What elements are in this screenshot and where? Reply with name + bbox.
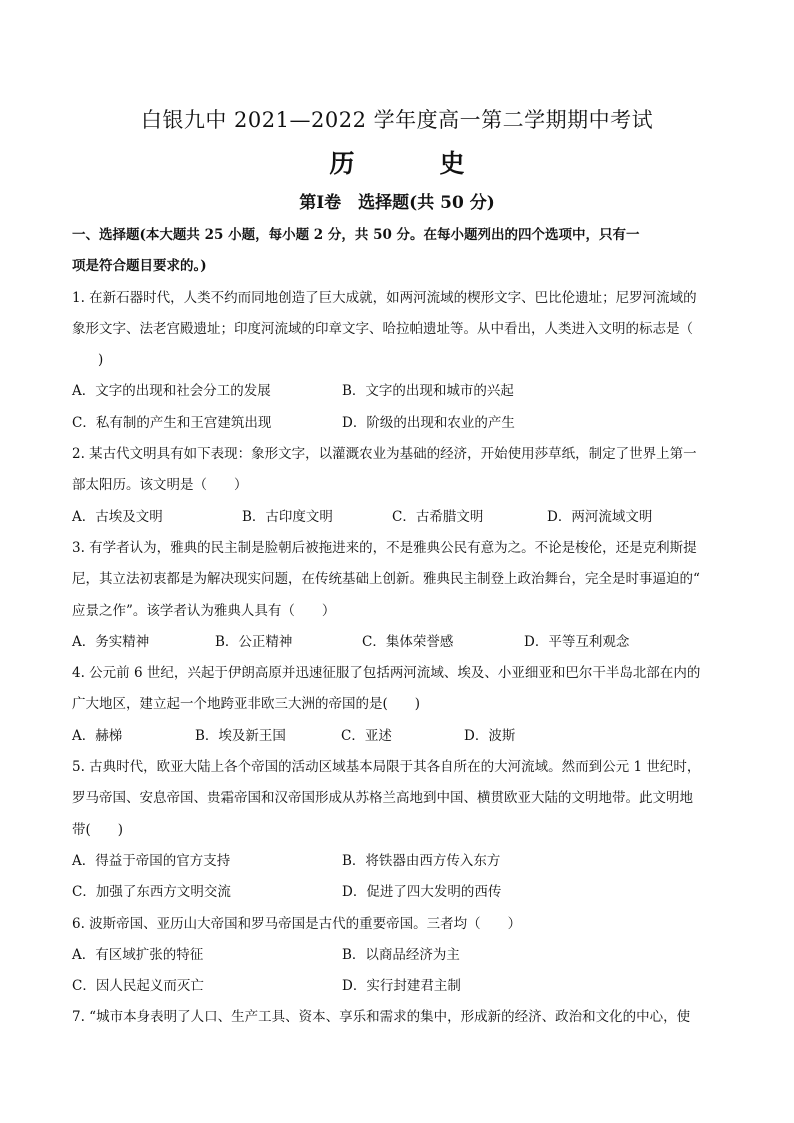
- question-stem: 尼，其立法初衷都是为解决现实问题，在传统基础上创新。雅典民主制登上政治舞台，完全是时事逼迫的“: [72, 571, 700, 588]
- options-row: [72, 971, 722, 1002]
- question-stem: 广大地区，建立起一个地跨亚非欧三大洲的帝国的是( ): [72, 696, 421, 713]
- question-stem: 7. “城市本身表明了人口、生产工具、资本、享乐和需求的集中，形成新的经济、政治和文化的中心，使: [72, 1009, 691, 1026]
- subject-title: 历 史: [329, 149, 495, 178]
- option-b: B．古印度文明: [242, 508, 333, 525]
- instructions-line: 一、选择题(本大题共 25 小题，每小题 2 分，共 50 分。在每小题列出的四个选项中，只有一: [72, 227, 640, 243]
- option-c: C．私有制的产生和王宫建筑出现: [72, 414, 272, 431]
- option-a: A．有区域扩张的特征: [72, 946, 204, 963]
- question-2: [72, 439, 722, 533]
- option-b: B．公正精神: [215, 633, 293, 650]
- option-a: A．赫梯: [72, 727, 123, 744]
- options-row: [72, 940, 722, 971]
- option-b: B．埃及新王国: [195, 727, 286, 744]
- question-stem: 3. 有学者认为，雅典的民主制是脸朝后被拖进来的，不是雅典公民有意为之。不论是梭伦，还是克利斯提: [72, 539, 697, 556]
- question-area: [72, 220, 722, 1034]
- option-a: A．文字的出现和社会分工的发展: [72, 383, 271, 400]
- option-d: D．平等互利观念: [524, 633, 630, 650]
- option-a: A．得益于帝国的官方支持: [72, 852, 231, 869]
- question-stem: 象形文字、法老宫殿遗址；印度河流域的印章文字、哈拉帕遗址等。从中看出，人类进入文明的标志是（: [72, 320, 693, 337]
- question-stem: 带( ): [72, 821, 124, 838]
- question-7: [72, 1002, 722, 1033]
- options-row: [72, 627, 722, 658]
- option-c: C．因人民起义而灭亡: [72, 978, 204, 995]
- options-row: [72, 502, 722, 533]
- option-c: C．集体荣誉感: [362, 633, 454, 650]
- question-5: [72, 752, 722, 908]
- option-b: B．文字的出现和城市的兴起: [342, 383, 514, 400]
- question-stem: 5. 古典时代，欧亚大陆上各个帝国的活动区域基本局限于其各自所在的大河流域。然而到公元 1 世纪时，: [72, 759, 701, 776]
- question-stem: 罗马帝国、安息帝国、贵霜帝国和汉帝国形成从苏格兰高地到中国、横贯欧亚大陆的文明地带。此文明地: [72, 790, 693, 807]
- options-row: [72, 408, 722, 439]
- option-c: C．亚述: [341, 727, 392, 744]
- options-row: [72, 877, 722, 908]
- options-row: [72, 846, 722, 877]
- question-stem: 6. 波斯帝国、亚历山大帝国和罗马帝国是古代的重要帝国。三者均（ ）: [72, 915, 522, 932]
- option-a: A．古埃及文明: [72, 508, 163, 525]
- question-3: [72, 533, 722, 658]
- question-stem: 2. 某古代文明具有如下表现：象形文字，以灌溉农业为基础的经济，开始使用莎草纸，制定了世界上第一: [72, 446, 697, 463]
- options-row: [72, 721, 722, 752]
- option-b: B．将铁器由西方传入东方: [342, 852, 501, 869]
- option-a: A．务实精神: [72, 633, 150, 650]
- option-d: D．两河流域文明: [547, 508, 653, 525]
- question-stem: 应景之作”。该学者认为雅典人具有（ ）: [72, 602, 336, 619]
- question-1: [72, 283, 722, 439]
- option-c: C．古希腊文明: [392, 508, 484, 525]
- option-d: D．实行封建君主制: [342, 978, 461, 995]
- option-d: D．促进了四大发明的西传: [342, 884, 502, 901]
- exam-title: 白银九中 2021—2022 学年度高一第二学期期中考试: [140, 108, 654, 132]
- question-4: [72, 658, 722, 752]
- option-d: D．阶级的出现和农业的产生: [342, 414, 515, 431]
- option-b: B．以商品经济为主: [342, 946, 460, 963]
- question-stem: ): [98, 352, 104, 369]
- question-stem: 部太阳历。该文明是（ ）: [72, 477, 248, 494]
- section-title: 第Ⅰ卷 选择题(共 50 分): [299, 193, 495, 213]
- option-d: D．波斯: [464, 727, 516, 744]
- question-stem: 1. 在新石器时代，人类不约而同地创造了巨大成就，如两河流域的楔形文字、巴比伦遗址；尼罗河流域的: [72, 289, 697, 306]
- option-c: C．加强了东西方文明交流: [72, 884, 231, 901]
- instructions-line: 项是符合题目要求的。): [72, 258, 207, 275]
- question-6: [72, 909, 722, 1003]
- question-stem: 4. 公元前 6 世纪，兴起于伊朗高原并迅速征服了包括两河流域、埃及、小亚细亚和巴尔干半岛北部在内的: [72, 665, 701, 682]
- options-row: [72, 376, 722, 407]
